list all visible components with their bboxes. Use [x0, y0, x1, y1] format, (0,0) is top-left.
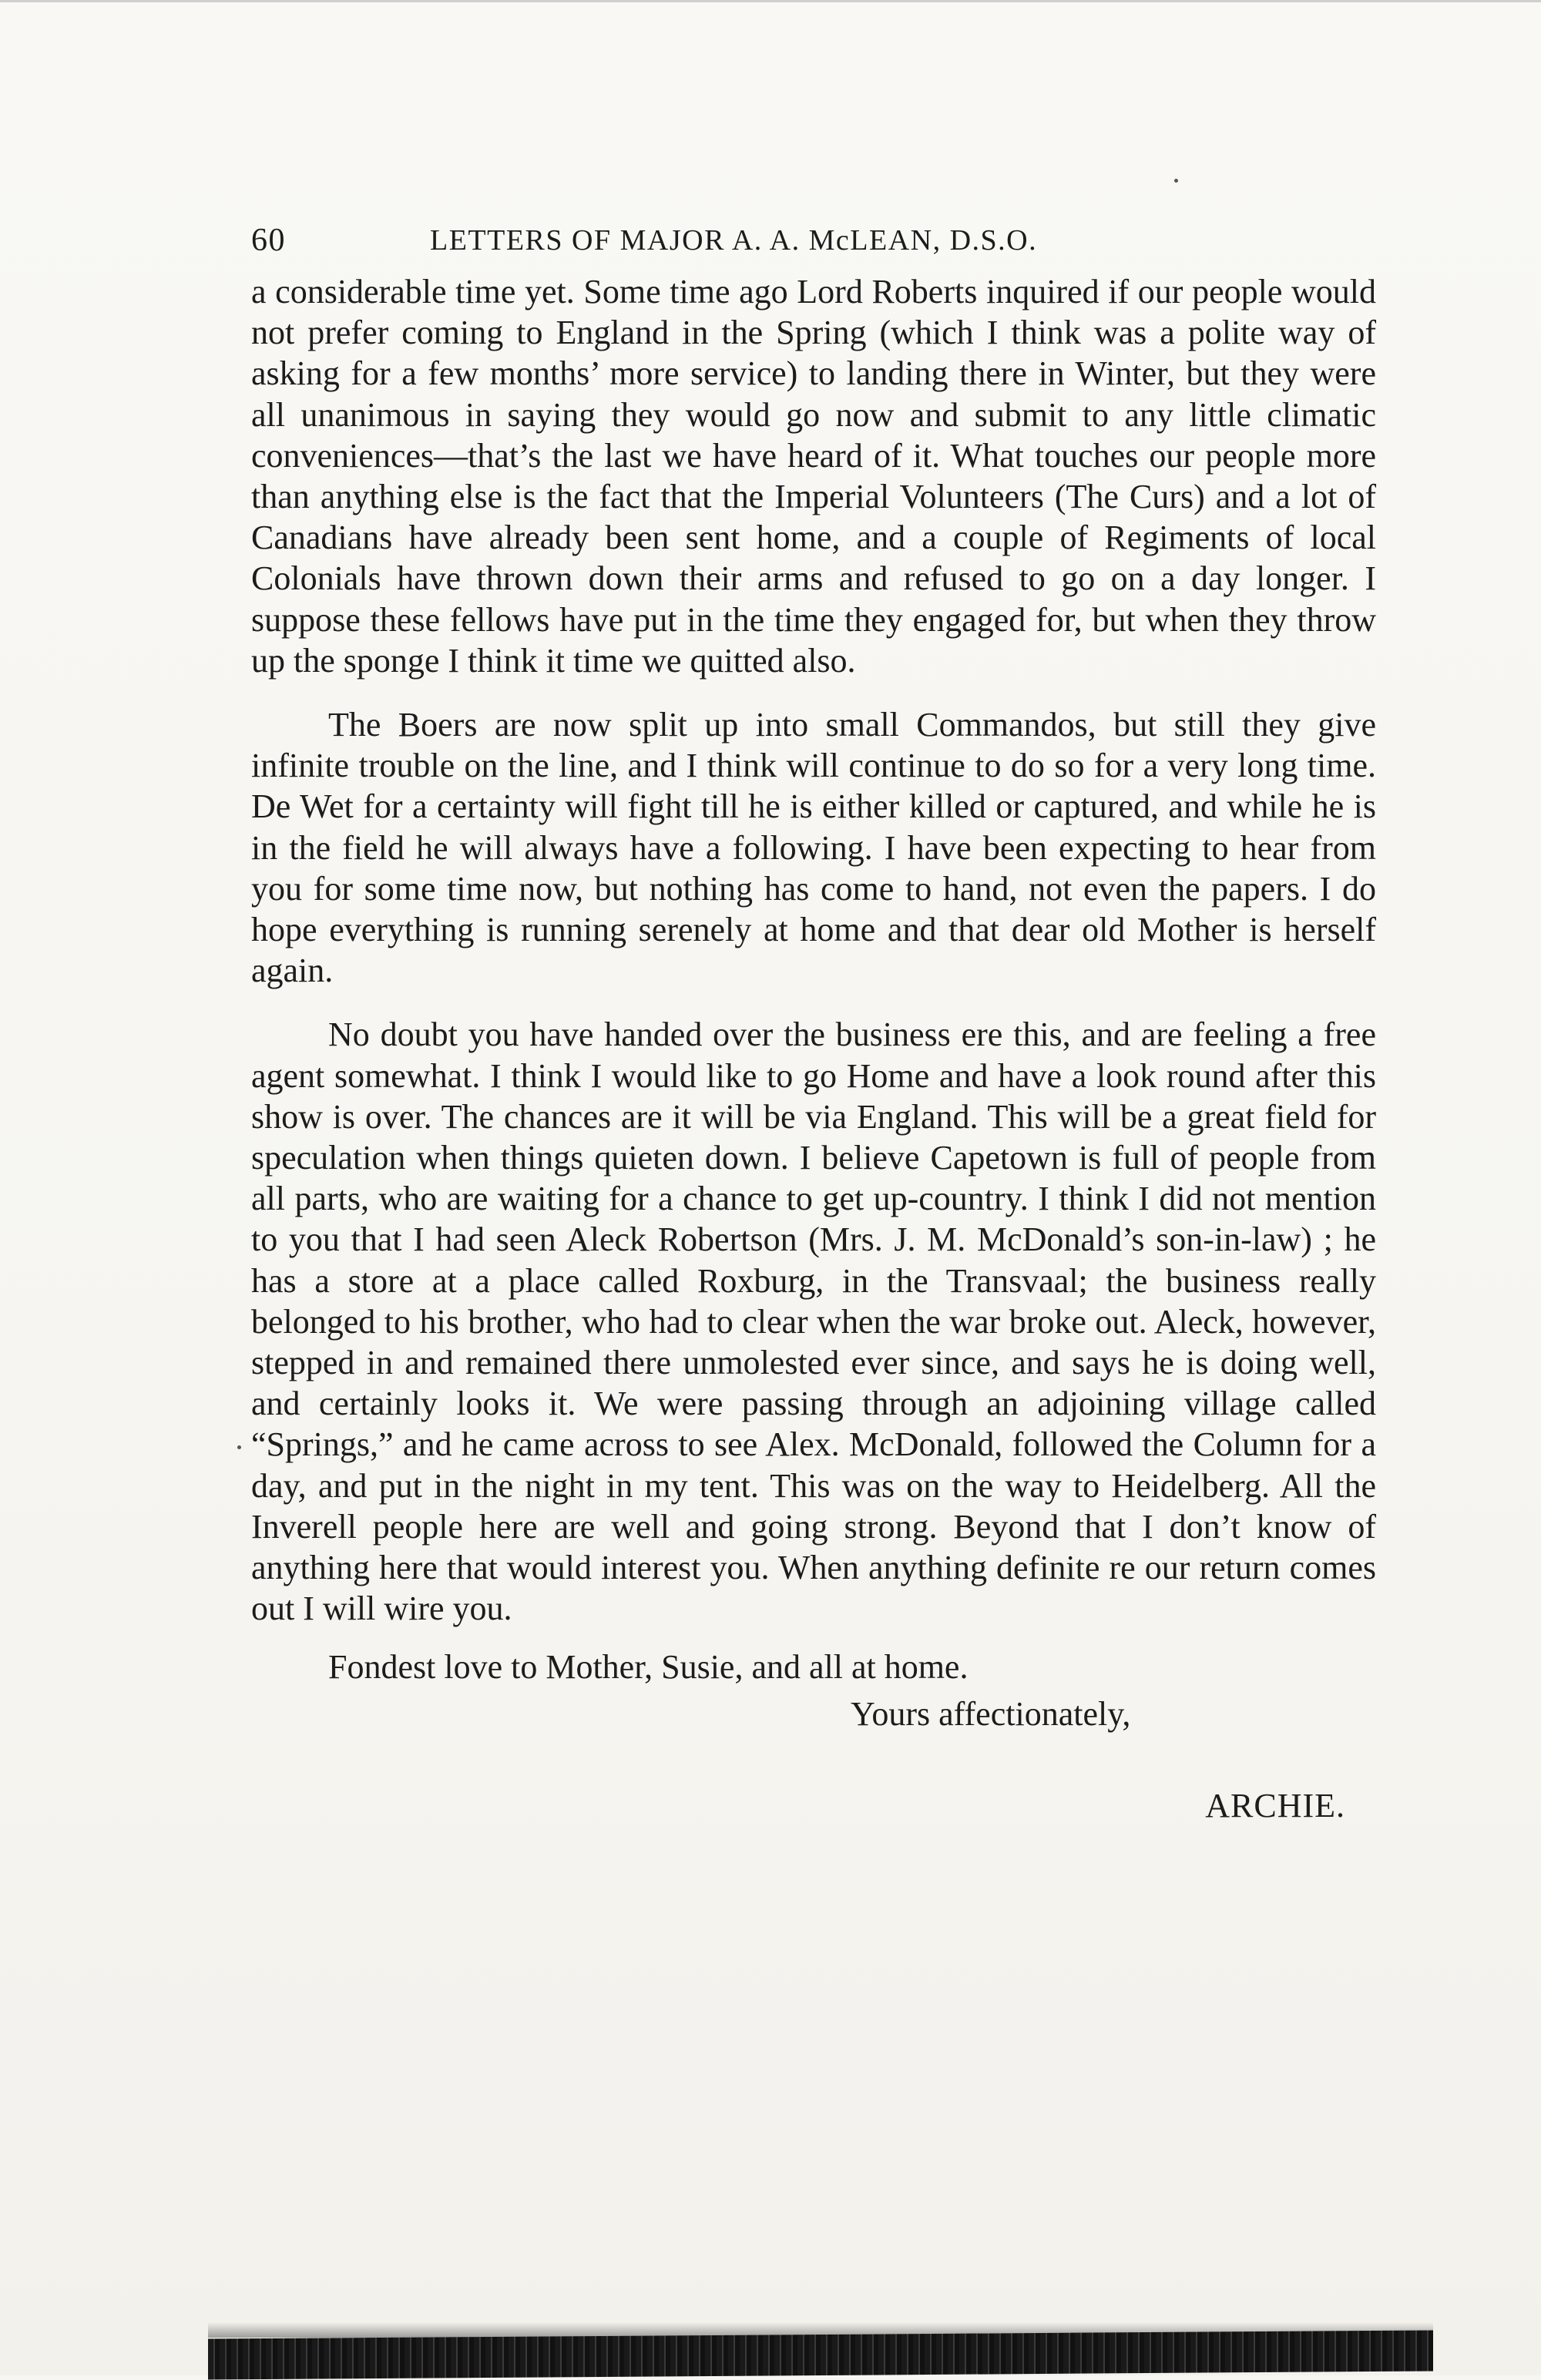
page-number: 60: [251, 223, 286, 258]
running-head: [251, 222, 1384, 260]
scan-top-edge: [0, 0, 1541, 2]
scan-bottom-edge: [208, 2330, 1433, 2379]
letter-body: [251, 271, 1376, 1826]
running-title: LETTERS OF MAJOR A. A. McLEAN, D.S.O.: [430, 224, 1038, 257]
paragraph-1: a considerable time yet. Some time ago Lord Roberts inquired if our people would not prefer coming to England in the Spring (which I think was a polite way of asking for a few months’ more service) to landing there in Winter, but they were all unanimous in saying they would go now and submit to any little climatic conveniences—that’s the last we have heard of it. What touches our people more than anything else is the fact that the Imperial Volunteers (The Curs) and a lot of Canadians have already been sent home, and a couple of Regiments of local Colonials have thrown down their arms and refused to go on a day longer. I suppose these fellows have put in the time they engaged for, but when they throw up the sponge I think it time we quitted also.: [251, 273, 1376, 680]
signature: ARCHIE.: [1205, 1786, 1345, 1824]
paragraph-3: No doubt you have handed over the business ere this, and are feeling a free agent somewhat. I think I would like to go Home and have a look round after this show is over. The chances are it will be via England. This will be a great field for speculation when things quieten down. I believe Capetown is full of people from all parts, who are waiting for a chance to get up-country. I think I did not mention to you that I had seen Aleck Robertson (Mrs. J. M. McDonald’s son-in-law) ; he has a store at a place called Roxburg, in the Transvaal; the business really belonged to his brother, who had to clear when the war broke out. Aleck, however, stepped in and remained there unmolested ever since, and says he is doing well, and certainly looks it. We were passing through an adjoining village called “Springs,” and he came across to see Alex. McDonald, followed the Column for a day, and put in the night in my tent. This was on the way to Heidelberg. All the Inverell people here are well and going strong. Beyond that I don’t know of anything here that would interest you. When anything definite re our return comes out I will wire you.: [251, 1015, 1376, 1628]
valediction: Yours affectionately,: [851, 1694, 1131, 1733]
scan-speck: [1174, 179, 1178, 183]
paragraph-2: The Boers are now split up into small Commandos, but still they give infinite trouble on the line, and I think will continue to do so for a very long time. De Wet for a certainty will fight till he is either killed or captured, and while he is in the field he will always have a following. I have been expecting to hear from you for some time now, but nothing has come to hand, not even the papers. I do hope everything is running serenely at home and that dear old Mother is herself again.: [251, 706, 1376, 990]
closing-line: Fondest love to Mother, Susie, and all at home.: [328, 1647, 969, 1686]
scan-speck: [237, 1445, 241, 1449]
